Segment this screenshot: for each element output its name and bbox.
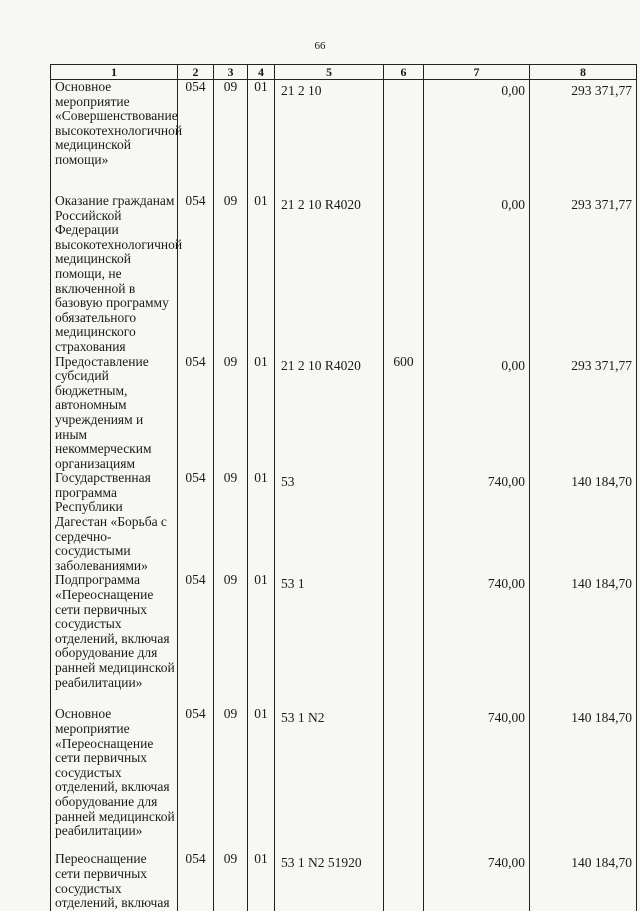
amount-column-8: 140 184,70 bbox=[530, 852, 637, 910]
ministry-code: 054 bbox=[178, 573, 214, 707]
amount-column-7: 0,00 bbox=[424, 355, 530, 472]
table-row bbox=[51, 573, 637, 707]
ministry-code: 054 bbox=[178, 355, 214, 472]
table-header-row bbox=[51, 65, 637, 80]
amount-column-8: 293 371,77 bbox=[530, 355, 637, 472]
amount-column-8: 140 184,70 bbox=[530, 707, 637, 852]
amount-column-7: 740,00 bbox=[424, 852, 530, 910]
amount-column-8: 140 184,70 bbox=[530, 471, 637, 573]
amount-column-7: 740,00 bbox=[424, 471, 530, 573]
table-row bbox=[51, 80, 637, 195]
subsection-code: 01 bbox=[248, 573, 275, 707]
table-row bbox=[51, 852, 637, 910]
amount-column-7: 740,00 bbox=[424, 573, 530, 707]
page-number: 66 bbox=[314, 40, 326, 52]
section-code: 09 bbox=[214, 355, 248, 472]
ministry-code: 054 bbox=[178, 80, 214, 195]
table-row bbox=[51, 194, 637, 355]
column-header-5: 5 bbox=[275, 65, 384, 80]
subsection-code: 01 bbox=[248, 471, 275, 573]
amount-column-8: 293 371,77 bbox=[530, 194, 637, 355]
expense-type-code bbox=[384, 852, 424, 910]
row-name: Подпрограмма «Переоснащение сети первичных сосудистых отделений, включая оборудование для ранней медицинской реабилитации» bbox=[51, 573, 178, 707]
expense-type-code bbox=[384, 471, 424, 573]
ministry-code: 054 bbox=[178, 471, 214, 573]
row-name: Государственная программа Республики Дагестан «Борьба с сердечно-сосудистыми заболеваниями» bbox=[51, 471, 178, 573]
target-article-code: 53 bbox=[275, 471, 384, 573]
section-code: 09 bbox=[214, 194, 248, 355]
section-code: 09 bbox=[214, 707, 248, 852]
amount-column-7: 740,00 bbox=[424, 707, 530, 852]
subsection-code: 01 bbox=[248, 707, 275, 852]
column-header-1: 1 bbox=[51, 65, 178, 80]
table-row bbox=[51, 355, 637, 472]
column-header-7: 7 bbox=[424, 65, 530, 80]
row-name: Основное мероприятие «Переоснащение сети первичных сосудистых отделений, включая оборудование для ранней медицинской реабилитации» bbox=[51, 707, 178, 852]
table-row bbox=[51, 707, 637, 852]
amount-column-8: 140 184,70 bbox=[530, 573, 637, 707]
target-article-code: 53 1 N2 bbox=[275, 707, 384, 852]
section-code: 09 bbox=[214, 80, 248, 195]
column-header-2: 2 bbox=[178, 65, 214, 80]
subsection-code: 01 bbox=[248, 80, 275, 195]
target-article-code: 21 2 10 R4020 bbox=[275, 194, 384, 355]
amount-column-8: 293 371,77 bbox=[530, 80, 637, 195]
row-name: Переоснащение сети первичных сосудистых отделений, включая bbox=[51, 852, 178, 910]
amount-column-7: 0,00 bbox=[424, 194, 530, 355]
subsection-code: 01 bbox=[248, 355, 275, 472]
row-name: Предоставление субсидий бюджетным, автономным учреждениям и иным некоммерческим организациям bbox=[51, 355, 178, 472]
target-article-code: 21 2 10 bbox=[275, 80, 384, 195]
table-row bbox=[51, 471, 637, 573]
ministry-code: 054 bbox=[178, 194, 214, 355]
target-article-code: 53 1 bbox=[275, 573, 384, 707]
budget-table bbox=[50, 64, 637, 911]
ministry-code: 054 bbox=[178, 852, 214, 910]
expense-type-code bbox=[384, 194, 424, 355]
column-header-8: 8 bbox=[530, 65, 637, 80]
expense-type-code: 600 bbox=[384, 355, 424, 472]
target-article-code: 53 1 N2 51920 bbox=[275, 852, 384, 910]
row-name: Основное мероприятие «Совершенствование высокотехнологичной медицинской помощи» bbox=[51, 80, 178, 195]
section-code: 09 bbox=[214, 573, 248, 707]
target-article-code: 21 2 10 R4020 bbox=[275, 355, 384, 472]
ministry-code: 054 bbox=[178, 707, 214, 852]
column-header-4: 4 bbox=[248, 65, 275, 80]
expense-type-code bbox=[384, 80, 424, 195]
expense-type-code bbox=[384, 573, 424, 707]
expense-type-code bbox=[384, 707, 424, 852]
subsection-code: 01 bbox=[248, 194, 275, 355]
column-header-6: 6 bbox=[384, 65, 424, 80]
row-name: Оказание гражданам Российской Федерации высокотехнологичной медицинской помощи, не включенной в базовую программу обязательного медицинского страхования bbox=[51, 194, 178, 355]
amount-column-7: 0,00 bbox=[424, 80, 530, 195]
section-code: 09 bbox=[214, 471, 248, 573]
section-code: 09 bbox=[214, 852, 248, 910]
subsection-code: 01 bbox=[248, 852, 275, 910]
column-header-3: 3 bbox=[214, 65, 248, 80]
